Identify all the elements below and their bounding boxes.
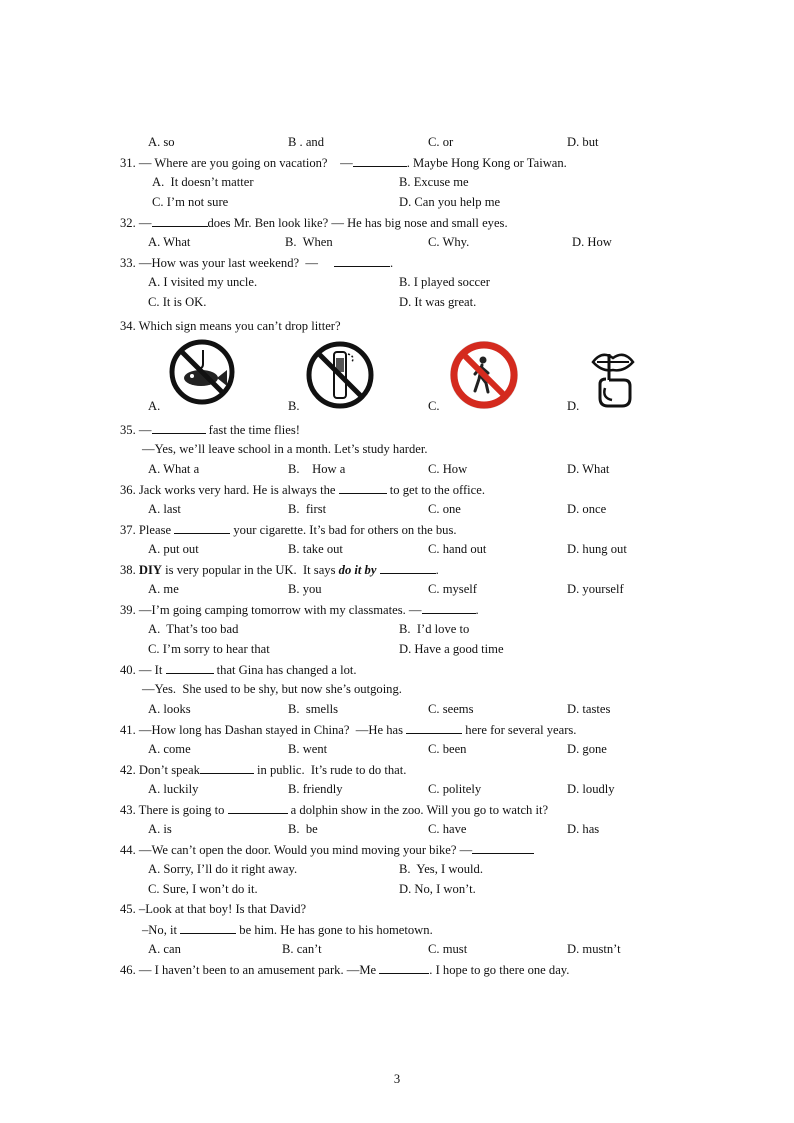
q42-stem [120,761,406,778]
q45-stem [120,901,306,917]
q42-text-1: Don’t speak [138,763,200,777]
q37-text-1: Please [138,523,175,537]
q34-number: 34. [120,319,136,333]
q32-stem [120,214,508,231]
q30-option-a: A. so [148,135,175,149]
q43-blank [228,801,288,814]
q38-stem [120,561,439,578]
q33-text-2: . [389,256,394,270]
q38-text-2: . [435,563,439,577]
q35-text-1: — [138,423,152,437]
q40-reply: —Yes. She used to be shy, but now she’s outgoing. [142,682,402,696]
q36-stem [120,481,485,498]
q37-option-b: B. take out [288,542,343,556]
q43-text-1: There is going to [138,803,228,817]
q45-blank [180,921,236,934]
q36-blank [339,481,387,494]
q33-number: 33. [120,256,136,270]
no-fishing-sign-icon [167,338,237,406]
q36-option-c: C. one [428,502,461,516]
q46-text-2: . I hope to go there one day. [429,963,570,977]
q39-stem [120,601,479,618]
q45-option-c: C. must [428,942,468,956]
q38-number: 38. [120,563,136,577]
q40-option-d: D. tastes [567,702,611,716]
q41-option-c: C. been [428,742,467,756]
q33-option-c: C. It is OK. [148,295,207,309]
q41-option-b: B. went [288,742,328,756]
q31-option-a: A. It doesn’t matter [152,175,254,189]
q34-option-b: B. [288,399,300,413]
q39-blank [422,601,476,614]
q43-option-a: A. is [148,822,172,836]
q45-reply [142,921,433,938]
q32-blank [152,214,208,227]
q45-option-a: A. can [148,942,181,956]
q40-blank [166,661,214,674]
q37-text-2: your cigarette. It’s bad for others on the bus. [230,523,457,537]
q37-option-c: C. hand out [428,542,487,556]
q39-option-b: B. I’d love to [399,622,470,636]
q39-number: 39. [120,603,136,617]
q31-text-2: . Maybe Hong Kong or Taiwan. [406,156,567,170]
q39-text-2: . [475,603,479,617]
q41-text-2: here for several years. [462,723,577,737]
q45-number: 45. [120,902,136,916]
q30-option-b: B . and [288,135,325,149]
q43-option-d: D. has [567,822,600,836]
q35-stem [120,421,300,438]
q38-text-1: is very popular in the UK. It says [162,563,339,577]
q36-text-2: to get to the office. [386,483,485,497]
q31-option-b: B. Excuse me [399,175,469,189]
q39-option-a: A. That’s too bad [148,622,239,636]
q42-option-c: C. politely [428,782,482,796]
q41-number: 41. [120,723,136,737]
q37-option-d: D. hung out [567,542,627,556]
keep-quiet-sign-icon [590,346,636,410]
q41-option-a: A. come [148,742,191,756]
q38-option-a: A. me [148,582,179,596]
q44-number: 44. [120,843,136,857]
page-number: 3 [393,1072,401,1086]
q42-option-b: B. friendly [288,782,343,796]
q35-option-b: B. How a [288,462,346,476]
q35-option-c: C. How [428,462,468,476]
q31-stem [120,154,567,171]
q31-blank [353,154,407,167]
q36-option-d: D. once [567,502,607,516]
q40-number: 40. [120,663,136,677]
q34-option-d: D. [567,399,580,413]
q44-text-1: —We can’t open the door. Would you mind moving your bike? — [138,843,473,857]
q39-option-c: C. I’m sorry to hear that [148,642,270,656]
q38-option-c: C. myself [428,582,477,596]
q46-stem [120,961,569,978]
q40-option-a: A. looks [148,702,191,716]
q43-stem [120,801,548,818]
q34-option-c: C. [428,399,440,413]
q31-number: 31. [120,156,136,170]
q36-option-a: A. last [148,502,181,516]
q38-diy: DIY [138,563,162,577]
q37-number: 37. [120,523,136,537]
q32-number: 32. [120,216,136,230]
no-pedestrians-sign-icon [448,339,520,411]
q45-text-2b: be him. He has gone to his hometown. [236,923,433,937]
q41-option-d: D. gone [567,742,607,756]
q42-option-d: D. loudly [567,782,615,796]
q40-option-c: C. seems [428,702,474,716]
q45-option-d: D. mustn’t [567,942,621,956]
q38-option-d: D. yourself [567,582,624,596]
q44-option-b: B. Yes, I would. [399,862,483,876]
q39-text-1: —I’m going camping tomorrow with my classmates. — [138,603,422,617]
q33-option-a: A. I visited my uncle. [148,275,258,289]
q41-text-1: —How long has Dashan stayed in China? —He has [138,723,407,737]
q37-option-a: A. put out [148,542,199,556]
q44-stem [120,841,534,858]
q35-number: 35. [120,423,136,437]
q46-blank [379,961,429,974]
q36-text-1: Jack works very hard. He is always the [138,483,339,497]
q37-stem [120,521,457,538]
q44-blank [472,841,534,854]
q40-option-b: B. smells [288,702,339,716]
q38-blank [380,561,436,574]
q44-option-c: C. Sure, I won’t do it. [148,882,258,896]
q45-text-1: –Look at that boy! Is that David? [138,902,307,916]
q40-text-1: — It [138,663,166,677]
q40-stem [120,661,357,678]
q43-text-2: a dolphin show in the zoo. Will you go to watch it? [287,803,549,817]
q32-text-2: does Mr. Ben look like? — He has big nose and small eyes. [207,216,508,230]
q35-option-a: A. What a [148,462,200,476]
q35-option-d: D. What [567,462,610,476]
q33-text-1: —How was your last weekend? — [138,256,318,270]
q30-option-d: D. but [567,135,599,149]
q40-text-2: that Gina has changed a lot. [213,663,357,677]
q36-option-b: B. first [288,502,327,516]
q34-text: Which sign means you can’t drop litter? [138,319,341,333]
q34-option-a: A. [148,399,161,413]
q36-number: 36. [120,483,136,497]
q32-option-a: A. What [148,235,191,249]
q41-blank [406,721,462,734]
q32-option-d: D. How [572,235,612,249]
q37-blank [174,521,230,534]
q46-text-1: — I haven’t been to an amusement park. —Me [138,963,380,977]
q35-reply: —Yes, we’ll leave school in a month. Let’s study harder. [142,442,428,456]
q32-option-b: B. When [285,235,333,249]
q33-option-d: D. It was great. [399,295,477,309]
q46-number: 46. [120,963,136,977]
q43-number: 43. [120,803,136,817]
q32-option-c: C. Why. [428,235,470,249]
q34-stem [120,318,341,334]
no-littering-sign-icon [305,340,375,410]
q45-option-b: B. can’t [282,942,322,956]
q41-stem [120,721,576,738]
q33-stem [120,254,393,271]
q44-option-d: D. No, I won’t. [399,882,476,896]
q31-option-c: C. I’m not sure [152,195,229,209]
q42-option-a: A. luckily [148,782,199,796]
q42-number: 42. [120,763,136,777]
q45-text-2a: –No, it [142,923,181,937]
q44-option-a: A. Sorry, I’ll do it right away. [148,862,298,876]
q42-blank [200,761,254,774]
q35-blank [152,421,206,434]
q35-text-2: fast the time flies! [205,423,300,437]
q33-blank [334,254,390,267]
q43-option-b: B. be [288,822,318,836]
q38-do-it-by: do it by [338,563,377,577]
q33-option-b: B. I played soccer [399,275,490,289]
q43-option-c: C. have [428,822,467,836]
q32-text-1: — [138,216,152,230]
q30-option-c: C. or [428,135,454,149]
q39-option-d: D. Have a good time [399,642,504,656]
q31-option-d: D. Can you help me [399,195,501,209]
q31-text-1: — Where are you going on vacation? — [138,156,353,170]
q38-option-b: B. you [288,582,322,596]
q42-text-2: in public. It’s rude to do that. [253,763,407,777]
